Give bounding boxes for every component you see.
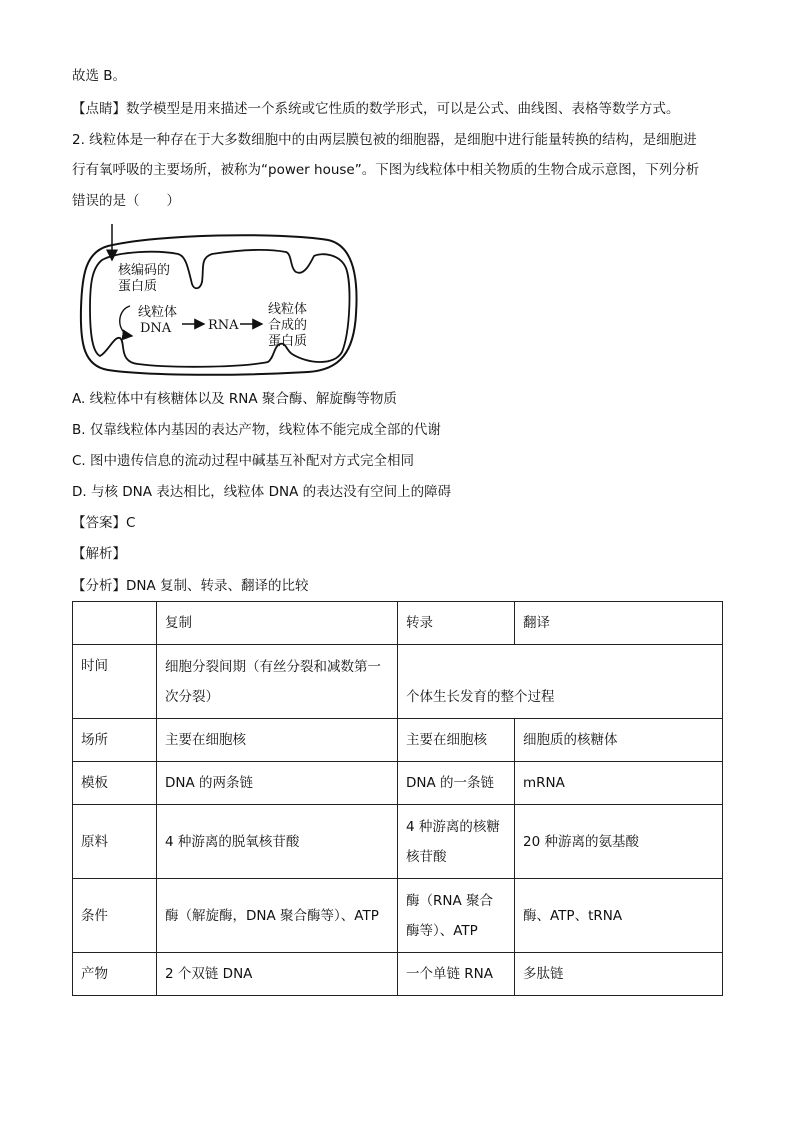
nuclear-protein-label-1: 核编码的 (118, 263, 171, 278)
table-cell: 4 种游离的核糖核苷酸 (398, 805, 515, 879)
table-header-cell: 转录 (398, 602, 515, 645)
table-cell: 个体生长发育的整个过程 (398, 645, 723, 719)
table-cell: DNA 的两条链 (157, 762, 398, 805)
mitochondria-diagram (78, 224, 360, 376)
answer-line: 【答案】C (72, 515, 136, 531)
table-cell: 主要在细胞核 (398, 719, 515, 762)
table-cell: 多肽链 (515, 953, 723, 996)
table-cell: mRNA (515, 762, 723, 805)
tip-line: 【点睛】数学模型是用来描述一个系统或它性质的数学形式，可以是公式、曲线图、表格等数学方式。 (72, 101, 680, 117)
table-cell: 4 种游离的脱氧核苷酸 (157, 805, 398, 879)
table-header-cell: 复制 (157, 602, 398, 645)
table-cell: 原料 (73, 805, 157, 879)
table-cell: 细胞质的核糖体 (515, 719, 723, 762)
table-cell: 一个单链 RNA (398, 953, 515, 996)
question-line-3: 错误的是（ ） (72, 193, 180, 209)
analysis-title: 【分析】DNA 复制、转录、翻译的比较 (72, 578, 309, 594)
table-row (73, 953, 723, 996)
table-cell: 主要在细胞核 (157, 719, 398, 762)
table-cell: 酶（解旋酶，DNA 聚合酶等）、ATP (157, 879, 398, 953)
select-answer-line: 故选 B。 (72, 68, 127, 84)
option-a: A. 线粒体中有核糖体以及 RNA 聚合酶、解旋酶等物质 (72, 391, 397, 407)
table-row-time (73, 645, 723, 719)
table-cell: 场所 (73, 719, 157, 762)
table-cell: 模板 (73, 762, 157, 805)
table-cell: 酶、ATP、tRNA (515, 879, 723, 953)
question-line-2: 行有氧呼吸的主要场所，被称为“power house”。下图为线粒体中相关物质的生物合成示意图，下列分析 (72, 162, 700, 178)
analysis-label: 【解析】 (72, 546, 126, 562)
table-cell: 20 种游离的氨基酸 (515, 805, 723, 879)
table-cell: 2 个双链 DNA (157, 953, 398, 996)
product-label-2: 合成的 (268, 318, 308, 333)
table-header-row (73, 602, 723, 645)
table-cell: DNA 的一条链 (398, 762, 515, 805)
table-row (73, 879, 723, 953)
table-row (73, 762, 723, 805)
replication-arrow (120, 306, 132, 336)
table-cell: 条件 (73, 879, 157, 953)
rna-label: RNA (208, 318, 239, 333)
mt-dna-label-1: 线粒体 (138, 305, 178, 320)
comparison-table (72, 601, 723, 996)
product-label-1: 线粒体 (268, 302, 308, 317)
nuclear-protein-label-2: 蛋白质 (118, 279, 158, 294)
table-cell: 产物 (73, 953, 157, 996)
table-header-cell (73, 602, 157, 645)
table-cell: 时间 (73, 645, 157, 719)
table-cell: 酶（RNA 聚合酶等）、ATP (398, 879, 515, 953)
product-label-3: 蛋白质 (268, 334, 308, 349)
option-c: C. 图中遗传信息的流动过程中碱基互补配对方式完全相同 (72, 453, 415, 469)
option-b: B. 仅靠线粒体内基因的表达产物，线粒体不能完成全部的代谢 (72, 422, 441, 438)
option-d: D. 与核 DNA 表达相比，线粒体 DNA 的表达没有空间上的障碍 (72, 484, 452, 500)
table-cell: 细胞分裂间期（有丝分裂和减数第一次分裂） (157, 645, 398, 719)
table-row (73, 805, 723, 879)
mt-dna-label-2: DNA (140, 321, 172, 336)
table-header-cell: 翻译 (515, 602, 723, 645)
table-row (73, 719, 723, 762)
question-line-1: 2. 线粒体是一种存在于大多数细胞中的由两层膜包被的细胞器，是细胞中进行能量转换的结构，是细胞进 (72, 132, 697, 148)
